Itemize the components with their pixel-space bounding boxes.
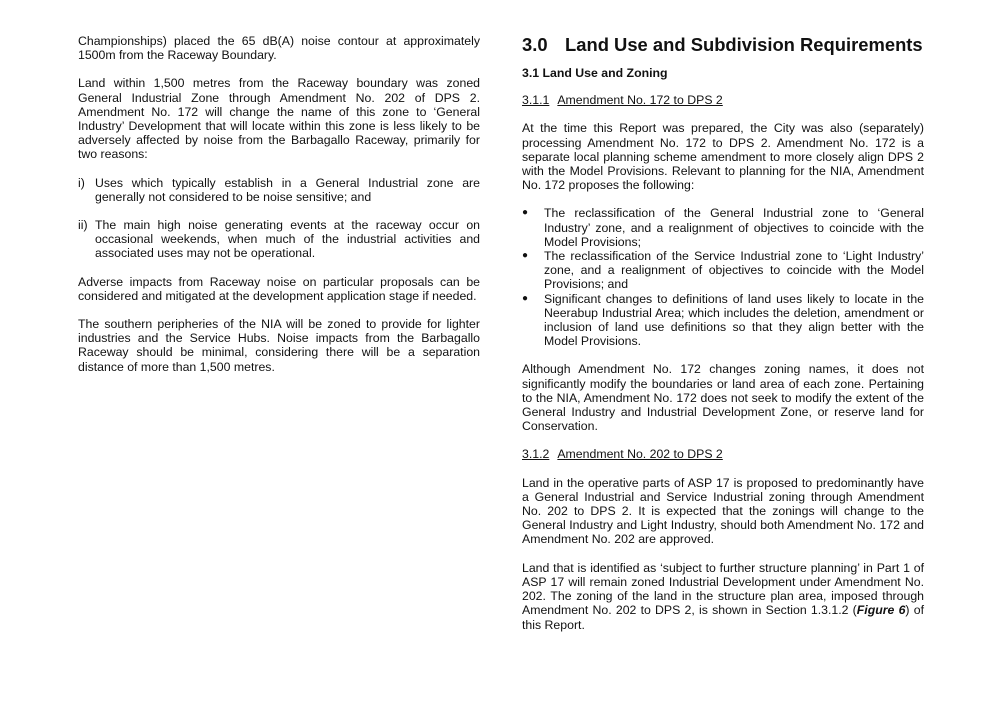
paragraph-text: ) of this Report. xyxy=(522,603,924,632)
paragraph: The southern peripheries of the NIA will be zoned to provide for lighter industries and the Service Hubs. Noise impacts from the Barbagallo Raceway should be minimal, considering there will be a separation distance of more than 1,500 metres. xyxy=(78,317,480,374)
list-marker: ii) xyxy=(78,218,88,233)
section-heading xyxy=(522,34,924,56)
bullet-icon: ● xyxy=(522,292,529,304)
bullet-item xyxy=(522,292,924,349)
paragraph: At the time this Report was prepared, the City was also (separately) processing Amendment No. 172 to DPS 2. Amendment No. 172 is a separate local planning scheme amendment to more closely align DPS 2 with the Model Provisions. Relevant to planning for the NIA, Amendment No. 172 proposes the following: xyxy=(522,121,924,193)
list-item-text: Uses which typically establish in a General Industrial zone are generally not considered to be noise sensitive; and xyxy=(95,175,480,204)
bullet-list xyxy=(522,206,924,348)
subsubsection-heading-311 xyxy=(522,93,924,107)
paragraph: Land within 1,500 metres from the Raceway boundary was zoned General Industrial Zone through Amendment No. 202 of DPS 2. Amendment No. 172 will change the name of this zone to ‘General Industry’ Development that will locate within this zone is less likely to be adversely affected by noise from the Barbagallo Raceway, primarily for two reasons: xyxy=(78,76,480,162)
subsubsection-title: Amendment No. 172 to DPS 2 xyxy=(557,93,723,108)
bullet-item xyxy=(522,206,924,249)
list-item xyxy=(78,218,480,261)
left-column xyxy=(78,34,480,388)
list-item xyxy=(78,176,480,204)
right-column xyxy=(522,34,924,646)
paragraph: Although Amendment No. 172 changes zoning names, it does not significantly modify the boundaries or land area of each zone. Pertaining to the NIA, Amendment No. 172 does not seek to modify the extent of the General Industry and Industrial Development Zone, or reserve land for Conservation. xyxy=(522,362,924,434)
list-item-text: The main high noise generating events at the raceway occur on occasional weekends, when much of the industrial activities and associated uses may not be operational. xyxy=(95,218,480,261)
bullet-icon: ● xyxy=(522,207,529,219)
subsubsection-title: Amendment No. 202 to DPS 2 xyxy=(557,447,723,462)
section-number: 3.0 xyxy=(522,34,548,55)
bullet-text: Significant changes to definitions of land uses likely to locate in the Neerabup Industrial Area; which includes the deletion, amendment or inclusion of land use definitions so that they align better with the Model Provisions. xyxy=(544,291,924,349)
figure-reference: Figure 6 xyxy=(856,603,906,618)
section-title: Land Use and Subdivision Requirements xyxy=(565,34,923,55)
subsubsection-number: 3.1.1 xyxy=(522,93,550,108)
paragraph-text: Land that is identified as ‘subject to further structure planning’ in Part 1 of ASP 17 will remain zoned Industrial Development under Amendment No. 202. The zoning of the land in the structure plan area, imposed through Amendment No. 202 to DPS 2, is shown in Section 1.3.1.2 ( xyxy=(522,560,924,618)
subsubsection-number: 3.1.2 xyxy=(522,447,550,462)
list-marker: i) xyxy=(78,175,85,190)
subsection-heading: 3.1 Land Use and Zoning xyxy=(522,66,668,80)
subsubsection-heading-312 xyxy=(522,447,924,461)
paragraph: Land in the operative parts of ASP 17 is proposed to predominantly have a General Industrial and Service Industrial zoning through Amendment No. 202 to DPS 2. It is expected that the zonings will change to the General Industry and Light Industry, should both Amendment No. 172 and Amendment No. 202 are approved. xyxy=(522,475,924,547)
paragraph: Adverse impacts from Raceway noise on particular proposals can be considered and mitigated at the development application stage if needed. xyxy=(78,274,480,303)
bullet-item xyxy=(522,249,924,292)
paragraph xyxy=(522,561,924,632)
bullet-text: The reclassification of the General Industrial zone to ‘General Industry’ zone, and a realignment of objectives to coincide with the Model Provisions; xyxy=(544,206,924,249)
paragraph: Championships) placed the 65 dB(A) noise contour at approximately 1500m from the Raceway Boundary. xyxy=(78,34,480,63)
bullet-text: The reclassification of the Service Industrial zone to ‘Light Industry’ zone, and a realignment of objectives to coincide with the Model Provisions; and xyxy=(544,249,924,292)
bullet-icon: ● xyxy=(522,250,529,262)
